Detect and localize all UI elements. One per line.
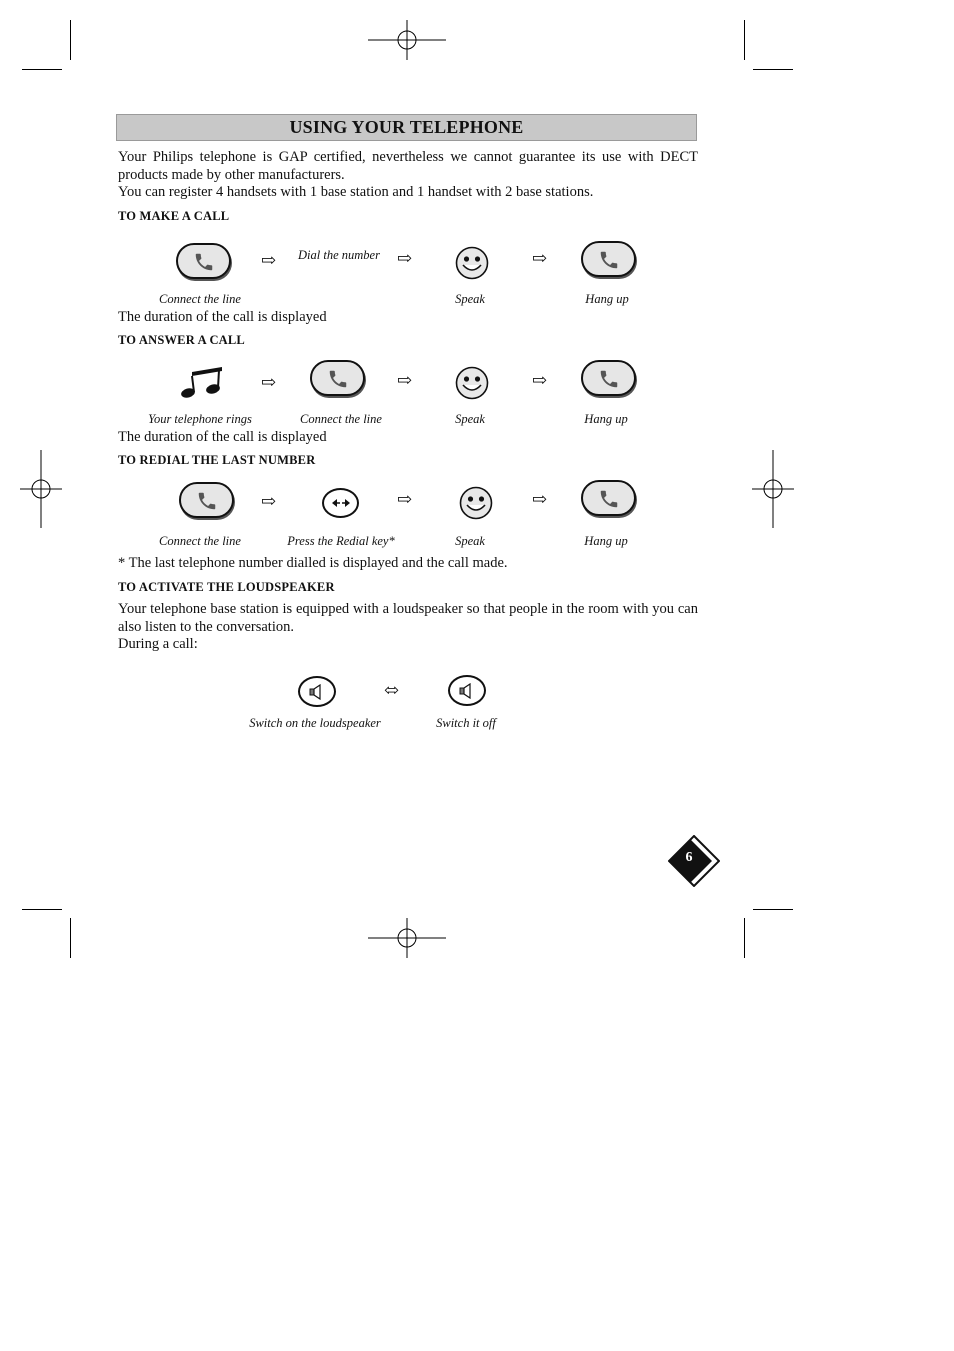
right-arrow-icon: ⇨ <box>261 250 277 270</box>
right-arrow-icon: ⇨ <box>397 489 413 509</box>
call-duration-note: The duration of the call is displayed <box>118 309 327 325</box>
registration-mark-top <box>368 20 446 60</box>
caption-speak: Speak <box>455 292 485 306</box>
speaker-icon <box>448 675 486 706</box>
during-call-label: During a call: <box>118 636 198 652</box>
caption-press-redial: Press the Redial key* <box>287 534 395 548</box>
handset-icon <box>176 243 231 279</box>
right-arrow-icon: ⇨ <box>261 372 277 392</box>
speaker-icon <box>298 676 336 707</box>
music-note-icon <box>178 366 226 400</box>
smiley-icon <box>459 486 493 520</box>
caption-switch-on-loudspeaker: Switch on the loudspeaker <box>249 716 381 730</box>
caption-speak: Speak <box>455 534 485 548</box>
registration-mark-right <box>752 450 794 528</box>
section-heading-loudspeaker: TO ACTIVATE THE LOUDSPEAKER <box>118 580 335 594</box>
right-arrow-icon: ⇨ <box>532 489 548 509</box>
loudspeaker-paragraph: Your telephone base station is equipped with a loudspeaker so that people in the room with you can also listen to the conversation. <box>118 601 698 635</box>
smiley-icon <box>455 246 489 280</box>
right-arrow-icon: ⇨ <box>397 370 413 390</box>
registration-mark-left <box>20 450 62 528</box>
caption-hang-up: Hang up <box>585 292 629 306</box>
caption-speak: Speak <box>455 412 485 426</box>
caption-dial-number: Dial the number <box>298 248 380 262</box>
left-right-arrow-icon: ⬄ <box>384 680 400 700</box>
handset-icon <box>581 360 636 396</box>
section-heading-make-call: TO MAKE A CALL <box>118 209 230 223</box>
smiley-icon <box>455 366 489 400</box>
caption-connect-line: Connect the line <box>300 412 382 426</box>
section-heading-redial: TO REDIAL THE LAST NUMBER <box>118 453 316 467</box>
caption-connect-line: Connect the line <box>159 534 241 548</box>
redial-icon <box>322 488 359 518</box>
handset-icon <box>310 360 365 396</box>
section-heading-answer-call: TO ANSWER A CALL <box>118 333 245 347</box>
right-arrow-icon: ⇨ <box>261 491 277 511</box>
intro-paragraph: Your Philips telephone is GAP certified, nevertheless we cannot guarantee its use with DECT products made by other manufacturers. <box>118 149 698 183</box>
call-duration-note: The duration of the call is displayed <box>118 429 327 445</box>
intro-paragraph-2: You can register 4 handsets with 1 base station and 1 handset with 2 base stations. <box>118 184 594 200</box>
right-arrow-icon: ⇨ <box>397 248 413 268</box>
right-arrow-icon: ⇨ <box>532 370 548 390</box>
caption-connect-line: Connect the line <box>159 292 241 306</box>
caption-hang-up: Hang up <box>584 412 628 426</box>
redial-footnote: * The last telephone number dialled is displayed and the call made. <box>118 555 508 571</box>
caption-telephone-rings: Your telephone rings <box>148 412 252 426</box>
page-title: USING YOUR TELEPHONE <box>116 114 697 141</box>
handset-icon <box>581 241 636 277</box>
caption-switch-off: Switch it off <box>436 716 496 730</box>
handset-icon <box>179 482 234 518</box>
caption-hang-up: Hang up <box>584 534 628 548</box>
right-arrow-icon: ⇨ <box>532 248 548 268</box>
handset-icon <box>581 480 636 516</box>
registration-mark-bottom <box>368 918 446 958</box>
page-number: 6 <box>685 850 693 865</box>
